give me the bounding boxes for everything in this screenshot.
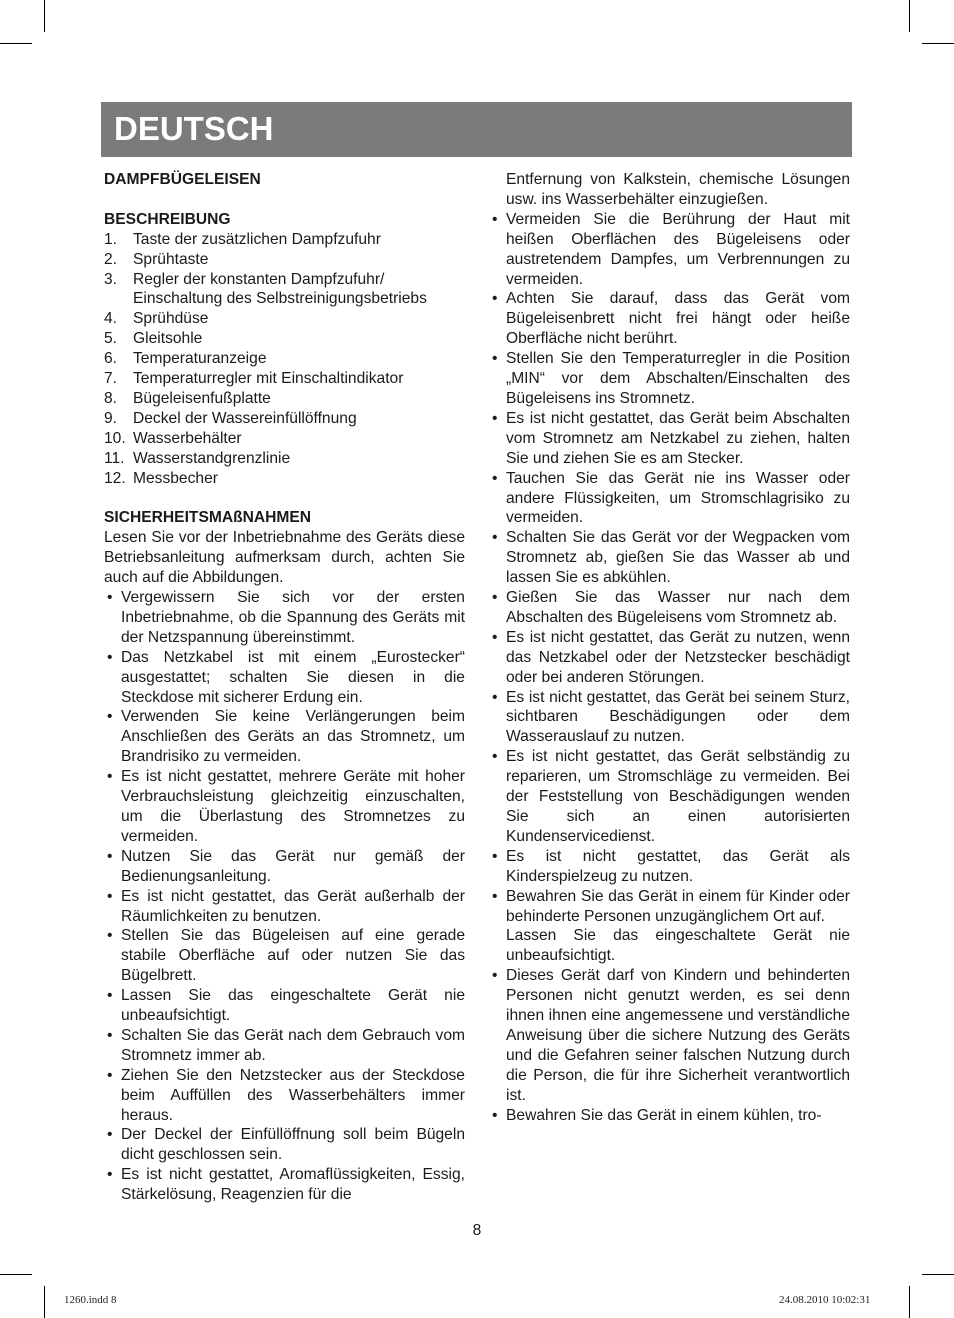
crop-mark [909,1286,910,1318]
part-label: Temperaturanzeige [133,350,267,368]
safety-item [104,1165,465,1205]
crop-mark [909,0,910,32]
bullet-icon: • [492,688,498,706]
bullet-icon: • [107,1166,113,1184]
safety-item [489,688,850,748]
bullet-icon: • [107,927,113,945]
part-number: 9. [104,409,118,427]
safety-item-text: Tauchen Sie das Gerät nie ins Wasser oder andere Flüssigkeiten, um Stromschlagrisiko zu vermeiden. [506,469,850,527]
safety-item-text: Das Netzkabel ist mit einem „Eurostecker“ ausgestattet; schalten Sie diesen in die Steckdose mit sicherer Erdung ein. [121,648,465,706]
part-number: 2. [104,250,118,268]
part-label: Regler der konstanten Dampfzufuhr/ Einschaltung des Selbstreinigungsbetriebs [133,270,427,308]
safety-item-text: Stellen Sie das Bügeleisen auf eine gerade stabile Oberfläche auf oder nutzen Sie das Bügelbrett. [121,927,465,985]
part-number: 4. [104,310,118,328]
bullet-icon: • [492,469,498,487]
part-label: Gleitsohle [133,330,203,348]
part-item [104,329,465,349]
bullet-icon: • [492,1106,498,1124]
bullet-icon: • [492,748,498,766]
safety-item [489,528,850,588]
part-label: Sprühdüse [133,310,209,328]
safety-item-text: Achten Sie darauf, dass das Gerät vom Bügeleisenbrett nicht frei hängt oder heiße Oberfläche nicht berührt. [506,290,850,348]
crop-mark [0,43,32,44]
language-banner [101,102,852,157]
safety-item [104,767,465,847]
bullet-icon: • [492,589,498,607]
part-number: 10. [104,429,126,447]
part-number: 5. [104,330,118,348]
product-title: DAMPFBÜGELEISEN [104,171,261,188]
part-label: Wasserbehälter [133,429,242,447]
part-item [104,309,465,329]
safety-item [489,469,850,529]
safety-item-text: Schalten Sie das Gerät vor der Wegpacken vom Stromnetz ab, gießen Sie das Wasser ab und lassen Sie es abkühlen. [506,529,850,587]
safety-item-text: Schalten Sie das Gerät nach dem Gebrauch vom Stromnetz immer ab. [121,1026,465,1064]
bullet-icon: • [492,529,498,547]
safety-item [104,926,465,986]
bullet-icon: • [107,1026,113,1044]
safety-item [489,349,850,409]
bullet-icon: • [492,350,498,368]
safety-list [104,588,465,1205]
left-column [104,170,465,1205]
part-label: Messbecher [133,469,218,487]
safety-list-final [489,966,850,1125]
safety-item [104,707,465,767]
continued-text: Entfernung von Kalkstein, chemische Lösungen usw. ins Wasserbehälter einzugießen. [506,171,850,208]
crop-mark [44,0,45,32]
crop-mark [44,1286,45,1318]
safety-item [489,409,850,469]
part-number: 8. [104,389,118,407]
safety-item [104,648,465,708]
safety-item-text: Es ist nicht gestattet, das Gerät bei seinem Sturz, sichtbaren Beschädigungen oder dem Wasserauslauf zu nutzen. [506,688,850,746]
crop-mark [922,1274,954,1275]
safety-item-text: Es ist nicht gestattet, Aromaflüssigkeiten, Essig, Stärkelösung, Reagenzien für die [121,1166,465,1204]
extra-note: Lassen Sie das eingeschaltete Gerät nie unbeaufsichtigt. [506,927,850,965]
safety-item-text: Der Deckel der Einfüllöffnung soll beim Bügeln dicht geschlossen sein. [121,1126,465,1164]
bullet-icon: • [492,847,498,865]
safety-item-text: Bewahren Sie das Gerät in einem für Kinder oder behinderte Personen unzugänglichem Ort auf. [506,887,850,925]
safety-item [489,1106,850,1126]
safety-item [489,966,850,1105]
safety-item-text: Vermeiden Sie die Berührung der Haut mit heißen Oberflächen des Bügeleisens oder austretendem Dampfes, um Verbrennungen zu vermeiden. [506,210,850,288]
bullet-icon: • [492,628,498,646]
part-item [104,349,465,369]
safety-item [489,747,850,847]
part-item [104,429,465,449]
part-label: Bügeleisenfußplatte [133,389,271,407]
safety-item-text: Nutzen Sie das Gerät nur gemäß der Bedienungsanleitung. [121,847,465,885]
part-item [104,250,465,270]
safety-item [489,588,850,628]
footer-date: 24.08.2010 10:02:31 [779,1294,871,1306]
bullet-icon: • [107,847,113,865]
safety-item-text: Es ist nicht gestattet, das Gerät selbständig zu reparieren, um Stromschläge zu vermeiden. Bei der Feststellung von Beschädigungen wenden Sie sich an einen autorisierten Kundenservicedienst. [506,748,850,845]
safety-item [104,1125,465,1165]
bullet-icon: • [107,768,113,786]
part-label: Taste der zusätzlichen Dampfzufuhr [133,230,381,248]
safety-item [489,887,850,927]
part-item [104,449,465,469]
safety-item [489,847,850,887]
safety-item-text: Dieses Gerät darf von Kindern und behinderten Personen nicht genutzt werden, es sei denn ihnen ihnen eine angemessene und verständliche Anweisung über die sichere Nutzung des Geräts und die Gefahren seiner falschen Nutzung durch die Person, die für ihre Sicherheit verantwortlich ist. [506,967,850,1104]
safety-item-text: Gießen Sie das Wasser nur nach dem Abschalten des Bügeleisens vom Stromnetz ab. [506,589,850,626]
safety-item-text: Ziehen Sie den Netzstecker aus der Steckdose beim Auffüllen des Wasserbehälters immer heraus. [121,1066,465,1124]
safety-item-text: Bewahren Sie das Gerät in einem kühlen, tro- [506,1106,822,1124]
safety-item-text: Es ist nicht gestattet, das Gerät beim Abschalten vom Stromnetz am Netzkabel zu ziehen, halten Sie und ziehen Sie es am Stecker. [506,409,850,467]
safety-item [104,887,465,927]
crop-mark [922,43,954,44]
bullet-icon: • [107,1126,113,1144]
part-item [104,230,465,250]
safety-list-continued [489,210,850,927]
safety-item-text: Vergewissern Sie sich vor der ersten Inbetriebnahme, ob die Spannung des Geräts mit der Netzspannung übereinstimmt. [121,589,465,646]
part-number: 6. [104,350,118,368]
part-item [104,469,465,489]
safety-item [104,1066,465,1126]
part-number: 7. [104,370,118,388]
parts-list [104,230,465,489]
safety-item-text: Stellen Sie den Temperaturregler in die Position „MIN“ vor dem Abschalten/Einschalten des Bügeleisens ins Stromnetz. [506,350,850,407]
part-item [104,389,465,409]
safety-item-text: Es ist nicht gestattet, das Gerät zu nutzen, wenn das Netzkabel oder der Netzstecker beschädigt oder bei anderen Störungen. [506,628,850,686]
safety-item-text: Lassen Sie das eingeschaltete Gerät nie unbeaufsichtigt. [121,987,465,1025]
safety-item [489,289,850,349]
safety-item [104,588,465,648]
bullet-icon: • [492,887,498,905]
page-number: 8 [472,1222,482,1239]
bullet-icon: • [107,708,113,726]
safety-item-text: Es ist nicht gestattet, das Gerät außerhalb der Räumlichkeiten zu benutzen. [121,887,465,925]
safety-item-text: Verwenden Sie keine Verlängerungen beim Anschließen des Geräts an das Stromnetz, um Brandrisiko zu vermeiden. [121,708,465,766]
bullet-icon: • [107,1066,113,1084]
safety-item [104,986,465,1026]
part-item [104,270,465,310]
safety-item [104,1026,465,1066]
safety-item-text: Es ist nicht gestattet, das Gerät als Kinderspielzeug zu nutzen. [506,847,850,885]
safety-intro: Lesen Sie vor der Inbetriebnahme des Geräts diese Betriebsanleitung aufmerksam durch, achten Sie auch auf die Abbildungen. [104,529,465,587]
bullet-icon: • [492,210,498,228]
bullet-icon: • [107,987,113,1005]
bullet-icon: • [107,589,113,606]
part-item [104,409,465,429]
bullet-icon: • [492,290,498,308]
safety-item-text: Es ist nicht gestattet, mehrere Geräte mit hoher Verbrauchsleistung gleichzeitig einzuschalten, um die Überlastung des Stromnetzes zu vermeiden. [121,768,465,845]
part-number: 1. [104,230,118,248]
part-number: 12. [104,469,126,487]
bullet-icon: • [492,409,498,427]
part-number: 11. [104,449,125,467]
safety-item [489,628,850,688]
part-number: 3. [104,270,118,288]
part-label: Sprühtaste [133,250,209,268]
safety-item [104,847,465,887]
banner-title: DEUTSCH [114,110,274,147]
right-column [489,170,850,1126]
part-label: Temperaturregler mit Einschaltindikator [133,370,404,388]
part-item [104,369,465,389]
part-label: Deckel der Wassereinfüllöffnung [133,409,357,427]
footer-file: 1260.indd 8 [64,1294,117,1306]
crop-mark [0,1274,32,1275]
bullet-icon: • [107,648,113,666]
bullet-icon: • [492,967,498,985]
bullet-icon: • [107,887,113,905]
part-label: Wasserstandgrenzlinie [133,449,291,467]
description-heading: BESCHREIBUNG [104,210,231,228]
safety-heading: SICHERHEITSMAßNAHMEN [104,509,312,527]
safety-item [489,210,850,290]
